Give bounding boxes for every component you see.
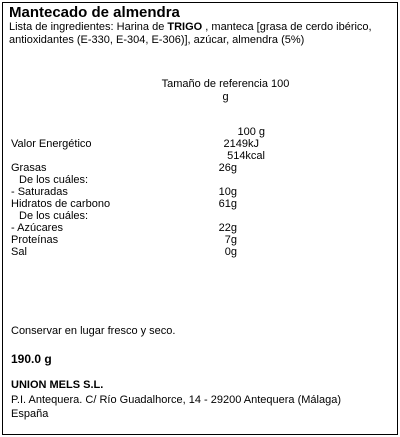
product-title: Mantecado de almendra	[9, 4, 180, 21]
storage-instructions: Conservar en lugar fresco y seco.	[11, 325, 176, 337]
company-country: España	[11, 408, 49, 420]
net-weight: 190.0 g	[11, 352, 52, 366]
fat-of-which-label: De los cuáles:	[19, 174, 89, 186]
energy-kcal-value: 514kcal	[227, 150, 265, 162]
carbs-of-which-label: De los cuáles:	[19, 210, 89, 222]
saturated-value: 10g	[218, 186, 237, 198]
fat-value: 26g	[218, 162, 237, 174]
sugars-value: 22g	[218, 222, 237, 234]
protein-label: Proteínas	[11, 234, 59, 246]
sugars-label: - Azúcares	[11, 222, 63, 234]
reference-size	[153, 78, 298, 104]
ingredients-list	[9, 21, 389, 47]
saturated-label: - Saturadas	[11, 186, 68, 198]
ingredients-rest: , manteca [grasa de cerdo ibérico, antioxidantes (E-330, E-304, E-306)], azúcar, almendra (5%)	[9, 21, 372, 46]
company-name: UNION MELS S.L.	[11, 379, 104, 391]
company-address: P.I. Antequera. C/ Río Guadalhorce, 14 - 29200 Antequera (Málaga)	[11, 394, 342, 406]
carbs-value: 61g	[218, 198, 237, 210]
ingredients-prefix: Lista de ingredientes: Harina de	[9, 21, 168, 33]
energy-label: Valor Energético	[11, 138, 92, 150]
amount-header: 100 g	[237, 126, 265, 138]
ingredients-allergen: TRIGO	[167, 21, 203, 33]
label-frame	[2, 2, 398, 435]
reference-size-line2: g	[222, 91, 229, 103]
salt-label: Sal	[11, 246, 27, 258]
protein-value: 7g	[224, 234, 237, 246]
salt-value: 0g	[224, 246, 237, 258]
carbs-label: Hidratos de carbono	[11, 198, 111, 210]
reference-size-line1: Tamaño de referencia 100	[161, 78, 290, 90]
fat-label: Grasas	[11, 162, 47, 174]
energy-kj-value: 2149kJ	[223, 138, 259, 150]
